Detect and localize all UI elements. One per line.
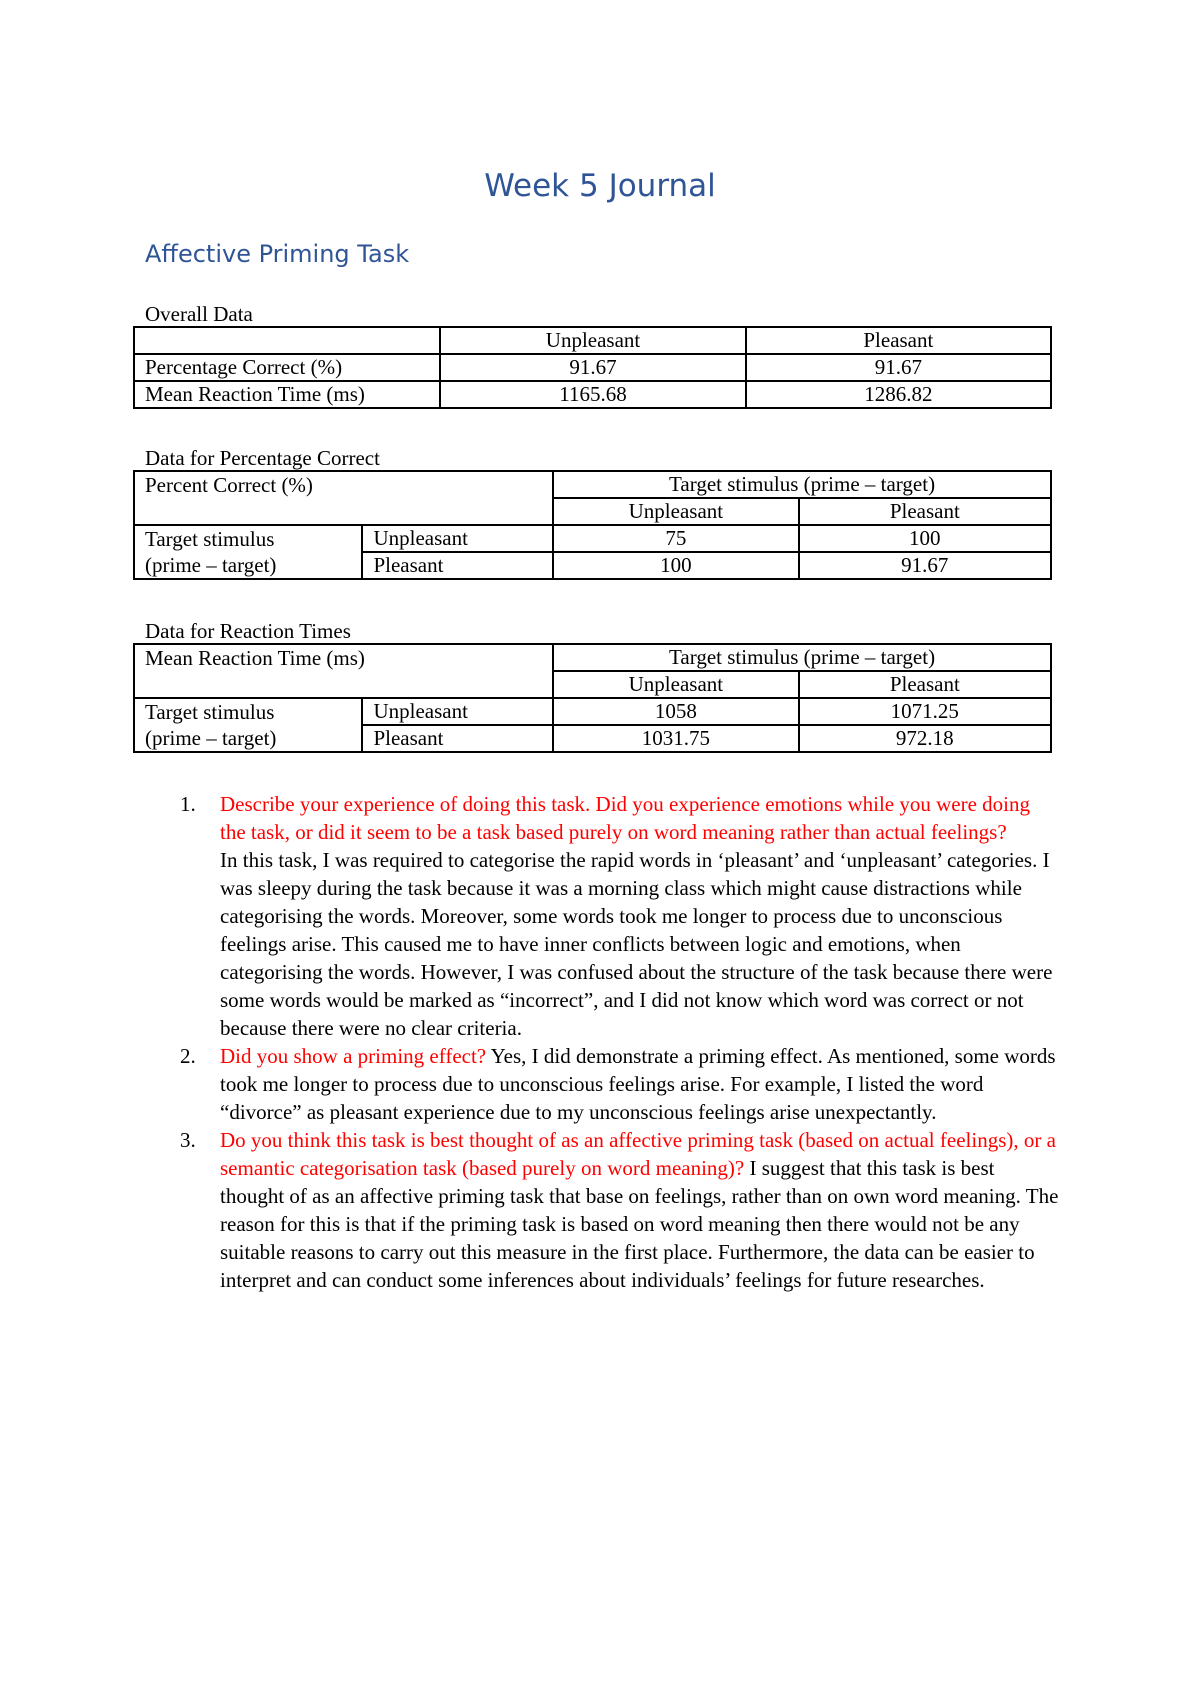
reaction-times-caption: Data for Reaction Times <box>145 619 351 643</box>
table-cell: 972.18 <box>799 725 1051 752</box>
table-row <box>134 381 1051 408</box>
table-cell: 100 <box>799 525 1051 552</box>
table-cell: 100 <box>553 552 798 579</box>
table-row <box>134 525 1051 552</box>
row-group-label-line: (prime – target) <box>145 726 277 750</box>
answer-text: I suggest that this task is best thought of as an affective priming task that base on feelings, rather than on own word meaning. The reason for this is that if the priming task is based on word meaning then there would not be any suitable reasons to carry out this measure in the first place. Furthermore, the data can be easier to interpret and can conduct some inferences about individuals’ feelings for future researches. <box>220 1156 1059 1292</box>
column-header-pleasant: Pleasant <box>799 671 1051 698</box>
table-cell: 1165.68 <box>440 381 745 408</box>
table-cell: 91.67 <box>746 354 1051 381</box>
table-cell: 91.67 <box>440 354 745 381</box>
row-label: Pleasant <box>362 725 553 752</box>
overall-data-caption: Overall Data <box>145 302 253 326</box>
row-label: Mean Reaction Time (ms) <box>134 381 440 408</box>
row-group-label-line: Target stimulus <box>145 700 275 724</box>
row-label: Percentage Correct (%) <box>134 354 440 381</box>
column-group-header: Target stimulus (prime – target) <box>553 644 1051 671</box>
table-cell-empty <box>134 327 440 354</box>
column-header-unpleasant: Unpleasant <box>440 327 745 354</box>
section-heading: Affective Priming Task <box>145 240 410 268</box>
table-header-row <box>134 471 1051 498</box>
percent-correct-table <box>133 470 1052 580</box>
list-number: 1. <box>180 792 196 816</box>
question-list <box>180 790 1060 1294</box>
table-corner-label: Percent Correct (%) <box>134 471 553 525</box>
list-number: 2. <box>180 1044 196 1068</box>
table-row <box>134 354 1051 381</box>
row-label: Unpleasant <box>362 698 553 725</box>
table-cell: 1031.75 <box>553 725 798 752</box>
table-corner-label: Mean Reaction Time (ms) <box>134 644 553 698</box>
table-header-row <box>134 644 1051 671</box>
table-cell: 1286.82 <box>746 381 1051 408</box>
percent-correct-caption: Data for Percentage Correct <box>145 446 380 470</box>
column-header-unpleasant: Unpleasant <box>553 671 798 698</box>
document-title: Week 5 Journal <box>484 168 716 204</box>
question-text: Did you show a priming effect? <box>220 1044 487 1068</box>
question-text: Do you think this task is best thought of as an affective priming task (based on actual feelings), or a semantic categorisation task (based purely on word meaning)? <box>220 1128 1056 1180</box>
row-group-label <box>134 525 362 579</box>
column-header-pleasant: Pleasant <box>799 498 1051 525</box>
question-text: Describe your experience of doing this task. Did you experience emotions while you were doing the task, or did it seem to be a task based purely on word meaning rather than actual feelings? <box>220 792 1031 844</box>
answer-text: In this task, I was required to categorise the rapid words in ‘pleasant’ and ‘unpleasant’ categories. I was sleepy during the task because it was a morning class which might cause distractions while categorising the words. Moreover, some words took me longer to process due to unconscious feelings arise. This caused me to have inner conflicts between logic and emotions, when categorising the words. However, I was confused about the structure of the task because there were some words would be marked as “incorrect”, and I did not know which word was correct or not because there were no clear criteria. <box>220 848 1053 1040</box>
column-header-unpleasant: Unpleasant <box>553 498 798 525</box>
answer-text: Yes, I did demonstrate a priming effect. As mentioned, some words took me longer to process due to unconscious feelings arise. For example, I listed the word “divorce” as pleasant experience due to my unconscious feelings arise unexpectantly. <box>220 1044 1056 1124</box>
row-group-label <box>134 698 362 752</box>
row-label: Unpleasant <box>362 525 553 552</box>
table-header-row <box>134 327 1051 354</box>
list-item <box>180 1042 1060 1126</box>
row-label: Pleasant <box>362 552 553 579</box>
table-cell: 91.67 <box>799 552 1051 579</box>
row-group-label-line: Target stimulus <box>145 527 275 551</box>
list-item <box>180 1126 1060 1294</box>
table-row <box>134 698 1051 725</box>
column-header-pleasant: Pleasant <box>746 327 1051 354</box>
table-cell: 1071.25 <box>799 698 1051 725</box>
overall-data-table <box>133 326 1052 409</box>
list-item <box>180 790 1060 1042</box>
column-group-header: Target stimulus (prime – target) <box>553 471 1051 498</box>
table-cell: 1058 <box>553 698 798 725</box>
reaction-times-table <box>133 643 1052 753</box>
list-number: 3. <box>180 1128 196 1152</box>
table-cell: 75 <box>553 525 798 552</box>
row-group-label-line: (prime – target) <box>145 553 277 577</box>
